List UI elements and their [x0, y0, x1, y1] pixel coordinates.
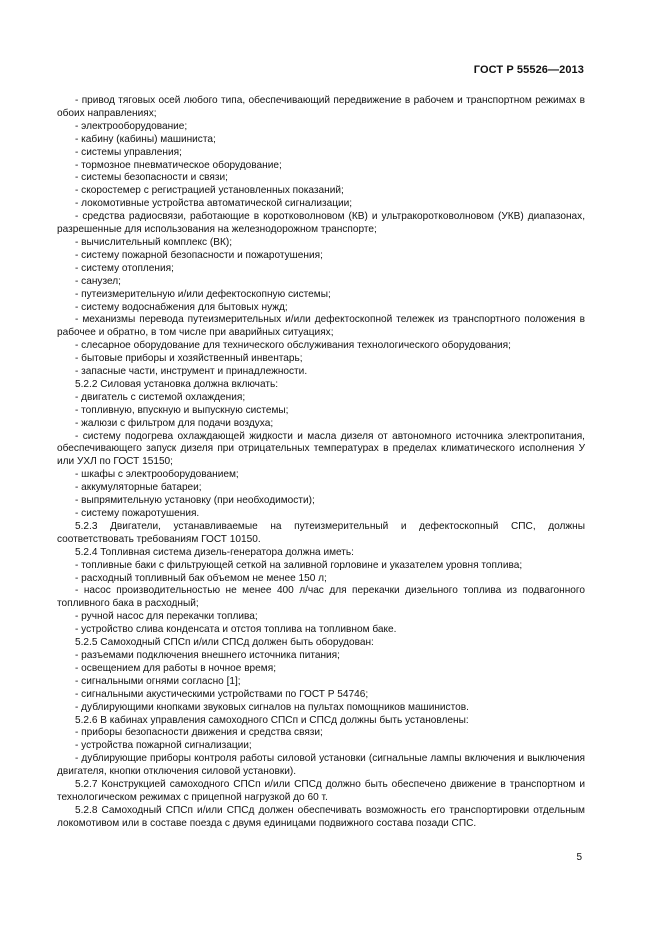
paragraph: - запасные части, инструмент и принадлежности.	[75, 366, 308, 378]
section-5-2-4: 5.2.4 Топливная система дизель-генератора должна иметь:	[75, 546, 354, 558]
paragraph: - скоростемер с регистрацией установленных показаний;	[75, 185, 344, 197]
section-5-2-7: 5.2.7 Конструкцией самоходного СПСп и/или СПСд должно быть обеспечено движение в транспортном и технологическом режимах с прицепной нагрузкой до 60 т.	[57, 779, 585, 803]
paragraph: - систему водоснабжения для бытовых нужд;	[75, 301, 288, 313]
paragraph: - систему пожаротушения.	[75, 508, 200, 519]
paragraph: - приборы безопасности движения и средства связи;	[75, 727, 323, 739]
paragraph: - насос производительностью не менее 400 л/час для перекачки дизельного топлива из подвагонного топливного бака в расходный;	[57, 585, 585, 610]
paragraph: - механизмы перевода путеизмерительных и/или дефектоскопной тележек из транспортного положения в рабочее и обратно, в том числе при аварийных ситуациях;	[57, 314, 585, 339]
paragraph: - санузел;	[75, 275, 121, 287]
paragraph: - жалюзи с фильтром для подачи воздуха;	[75, 417, 274, 429]
section-5-2-8: 5.2.8 Самоходный СПСп и/или СПСд должен обеспечивать возможность его транспортировки отдельным локомотивом или в составе поезда с двумя единицами подвижного состава позади СПС.	[57, 804, 585, 829]
paragraph: - аккумуляторные батареи;	[75, 482, 202, 494]
paragraph: - систему подогрева охлаждающей жидкости и масла дизеля от автономного источника электропитания, обеспечивающего запуск дизеля при отрицательных температурах в пределах климатического исполнения У или УХЛ по ГОСТ 15150;	[57, 430, 585, 468]
paragraph: - сигнальными акустическими устройствами по ГОСТ Р 54746;	[75, 688, 369, 700]
paragraph: - расходный топливный бак объемом не менее 150 л;	[75, 572, 327, 584]
paragraph: - слесарное оборудование для технического обслуживания технологического оборудования;	[75, 340, 511, 352]
paragraph: - тормозное пневматическое оборудование;	[75, 159, 282, 171]
paragraph: - сигнальными огнями согласно [1];	[75, 675, 241, 687]
paragraph: - вычислительный комплекс (ВК);	[75, 236, 233, 248]
section-5-2-5: 5.2.5 Самоходный СПСп и/или СПСд должен быть оборудован:	[75, 637, 374, 649]
paragraph: - бытовые приборы и хозяйственный инвентарь;	[75, 353, 303, 365]
paragraph: - выпрямительную установку (при необходимости);	[75, 495, 315, 507]
section-5-2-6: 5.2.6 В кабинах управления самоходного СПСп и СПСд должны быть установлены:	[75, 714, 469, 726]
paragraph: - средства радиосвязи, работающие в коротковолновом (КВ) и ультракоротковолновом (УКВ) диапазонах, разрешенные для использования на железнодорожном транспорте;	[57, 211, 585, 236]
paragraph: - топливную, впускную и выпускную системы;	[75, 404, 289, 416]
page-number: 5	[576, 852, 582, 863]
paragraph: - системы безопасности и связи;	[75, 172, 228, 184]
paragraph: - шкафы с электрооборудованием;	[75, 469, 239, 481]
paragraph: - освещением для работы в ночное время;	[75, 662, 276, 674]
paragraph: - путеизмерительную и/или дефектоскопную системы;	[75, 288, 331, 300]
document-body	[57, 95, 585, 831]
paragraph: - систему отопления;	[75, 262, 174, 274]
paragraph: - системы управления;	[75, 146, 182, 158]
paragraph: - привод тяговых осей любого типа, обеспечивающий передвижение в рабочем и транспортном режимах в обоих направлениях;	[57, 95, 585, 119]
paragraph: - двигатель с системой охлаждения;	[75, 391, 246, 403]
paragraph: - локомотивные устройства автоматической сигнализации;	[75, 198, 353, 210]
section-5-2-3: 5.2.3 Двигатели, устанавливаемые на путеизмерительный и дефектоскопный СПС, должны соответствовать требованиям ГОСТ 10150.	[57, 520, 585, 545]
paragraph: - устройства пожарной сигнализации;	[75, 740, 252, 752]
paragraph: - дублирующие приборы контроля работы силовой установки (сигнальные лампы включения и выключения двигателя, кнопки отключения силовой установки).	[57, 753, 585, 778]
paragraph: - дублирующими кнопками звуковых сигналов на пультах помощников машинистов.	[75, 701, 469, 713]
paragraph: - устройство слива конденсата и отстоя топлива на топливном баке.	[75, 624, 397, 636]
paragraph: - топливные баки с фильтрующей сеткой на заливной горловине и указателем уровня топлива;	[75, 559, 523, 571]
paragraph: - разъемами подключения внешнего источника питания;	[75, 649, 340, 661]
paragraph: - электрооборудование;	[75, 120, 188, 132]
paragraph: - ручной насос для перекачки топлива;	[75, 611, 258, 623]
section-5-2-2: 5.2.2 Силовая установка должна включать:	[75, 378, 279, 390]
standard-header: ГОСТ Р 55526—2013	[473, 64, 584, 76]
paragraph: - систему пожарной безопасности и пожаротушения;	[75, 249, 323, 261]
paragraph: - кабину (кабины) машиниста;	[75, 133, 216, 145]
